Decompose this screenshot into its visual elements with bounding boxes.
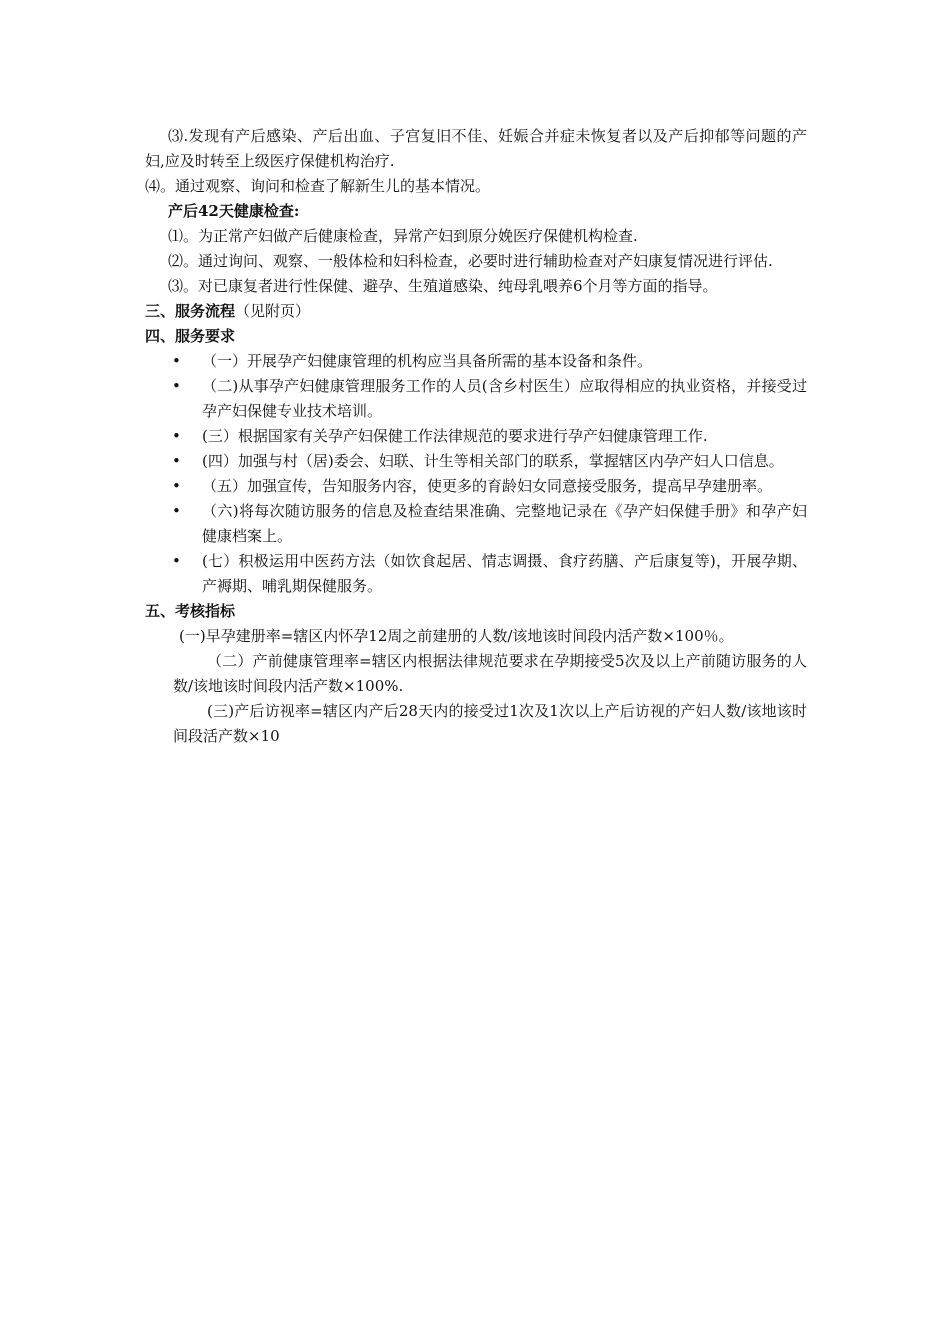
- section-3-heading: [145, 299, 807, 324]
- indicator-early-registration: (一)早孕建册率=辖区内怀孕12周之前建册的人数/该地该时间段内活产数×100％。: [179, 627, 734, 645]
- bullet-icon: •: [172, 552, 181, 570]
- indicator-prenatal-management: （二）产前健康管理率=辖区内根据法律规范要求在孕期接受5次及以上产前随访服务的人数/该地该时间段内活产数×100%.: [173, 652, 807, 695]
- checkup42-item-2: ⑵。通过询问、观察、一般体检和妇科检查，必要时进行辅助检查对产妇康复情况进行评估.: [168, 252, 773, 270]
- para-postpartum-referral: ⑶.发现有产后感染、产后出血、子宫复旧不佳、妊娠合并症未恢复者以及产后抑郁等问题的产妇,应及时转至上级医疗保健机构治疗.: [145, 127, 807, 170]
- bullet-icon: •: [172, 452, 181, 470]
- checkup42-item-1: ⑴。为正常产妇做产后健康检查，异常产妇到原分娩医疗保健机构检查.: [168, 227, 638, 245]
- list-item: • (三）根据国家有关孕产妇保健工作法律规范的要求进行孕产妇健康管理工作.: [145, 424, 807, 449]
- list-item: • （五）加强宣传，告知服务内容，使更多的育龄妇女同意接受服务，提高早孕建册率。: [145, 474, 807, 499]
- checkup42-item-3: ⑶。对已康复者进行性保健、避孕、生殖道感染、纯母乳喂养6个月等方面的指导。: [168, 277, 718, 295]
- section-5-heading: 五、考核指标: [145, 602, 236, 620]
- document-page: [145, 124, 807, 749]
- section-4-heading: 四、服务要求: [145, 327, 236, 345]
- bullet-icon: •: [172, 477, 181, 495]
- list-item: • （六)将每次随访服务的信息及检查结果准确、完整地记录在《孕产妇保健手册》和孕产妇健康档案上。: [145, 499, 807, 549]
- para-newborn-check: ⑷。通过观察、询问和检查了解新生儿的基本情况。: [145, 177, 491, 195]
- bullet-icon: •: [172, 427, 181, 445]
- bullet-icon: •: [172, 352, 181, 370]
- indicator-postpartum-visit: (三)产后访视率=辖区内产后28天内的接受过1次及1次以上产后访视的产妇人数/该地该时间段活产数×10: [173, 702, 807, 745]
- heading-42day-checkup: 产后42天健康检查:: [168, 202, 300, 220]
- list-item: • （二)从事孕产妇健康管理服务工作的人员(含乡村医生）应取得相应的执业资格，并接受过孕产妇保健专业技术培训。: [145, 374, 807, 424]
- bullet-icon: •: [172, 502, 181, 520]
- section-3-note: （见附页）: [235, 302, 311, 320]
- list-item: • (七）积极运用中医药方法（如饮食起居、情志调摄、食疗药膳、产后康复等)，开展孕期、产褥期、哺乳期保健服务。: [145, 549, 807, 599]
- bullet-icon: •: [172, 377, 181, 395]
- list-item: • （一）开展孕产妇健康管理的机构应当具备所需的基本设备和条件。: [145, 349, 807, 374]
- list-item: • (四）加强与村（居)委会、妇联、计生等相关部门的联系，掌握辖区内孕产妇人口信息。: [145, 449, 807, 474]
- section-3-title: 三、服务流程: [145, 302, 236, 320]
- service-requirements-list: [145, 349, 807, 599]
